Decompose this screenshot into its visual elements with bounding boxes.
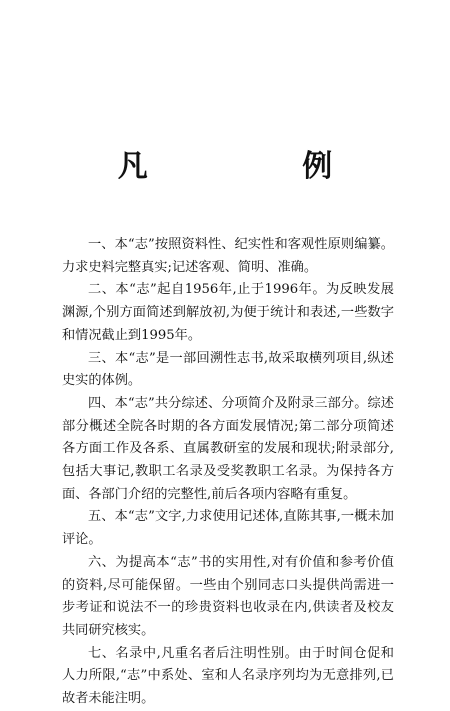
paragraph-1: 一、本“志”按照资料性、纪实性和客观性原则编纂。力求史料完整真实;记述客观、简明、准确。 [62, 237, 394, 275]
body-text [62, 234, 394, 711]
paragraph-4: 四、本“志”共分综述、分项简介及附录三部分。综述部分概述全院各时期的各方面发展情况;第二部分项简述各方面工作及各系、直属教研室的发展和现状;附录部分,包括大事记,教职工名录及受奖教职工名录。为保持各方面、各部门介绍的完整性,前后各项内容略有重复。 [62, 395, 394, 502]
page-title: 凡 例 [117, 149, 405, 184]
paragraph-5: 五、本“志”文字,力求使用记述体,直陈其事,一概未加评论。 [62, 509, 394, 548]
paragraph-3: 三、本“志”是一部回溯性志书,故采取横列项目,纵述史实的体例。 [62, 350, 394, 389]
paragraph-7: 七、名录中,凡重名者后注明性别。由于时间仓促和人力所限,“志”中系处、室和人名录序列均为无意排列,已故者未能注明。 [62, 645, 394, 707]
paragraph-6: 六、为提高本“志”书的实用性,对有价值和参考价值的资料,尽可能保留。一些由个别同志口头提供尚需进一步考证和说法不一的珍贵资料也收录在内,供读者及校友共同研究核实。 [62, 554, 394, 638]
paragraph-2: 二、本“志”起自1956年,止于1996年。为反映发展渊源,个别方面简述到解放初,为便于统计和表述,一些数字和情况截止到1995年。 [62, 282, 394, 343]
